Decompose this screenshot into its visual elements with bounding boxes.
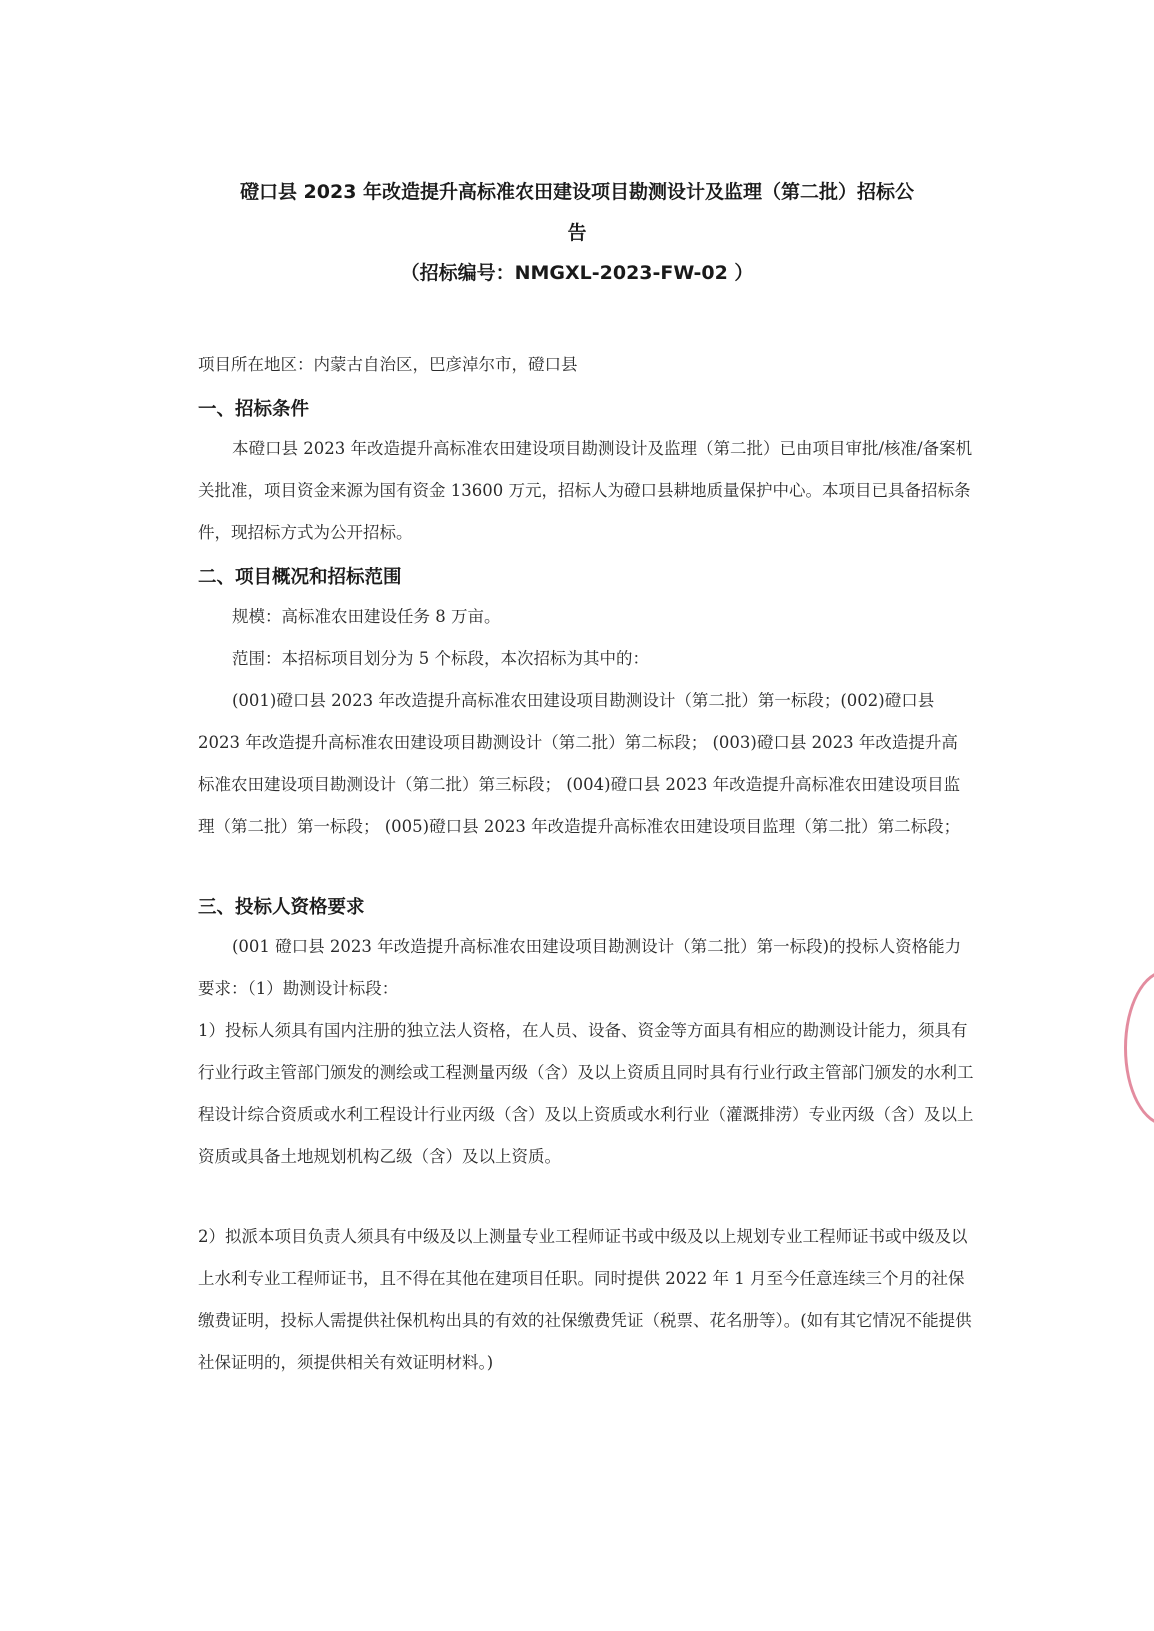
qualification-intro: (001 磴口县 2023 年改造提升高标准农田建设项目勘测设计（第二批）第一标段)的投标人资格能力要求：（1）勘测设计标段： [198,937,962,998]
section-heading-bidder-qualifications: 三、投标人资格要求 [198,897,365,918]
project-scope: 范围：本招标项目划分为 5 个标段，本次招标为其中的： [232,649,649,668]
lot-list-paragraph: (001)磴口县 2023 年改造提升高标准农田建设项目勘测设计（第二批）第一标段；(002)磴口县 2023 年改造提升高标准农田建设项目勘测设计（第二批）第二标段； (003)磴口县 2023 年改造提升高标准农田建设项目勘测设计（第二批）第三标段； (004)磴口县 2023 年改造提升高标准农田建设项目监理（第二批）第一标段； (005)磴口县 2023 年改造提升高标准农田建设项目监理（第二批）第二标段； [198,691,961,836]
project-scale: 规模：高标准农田建设任务 8 万亩。 [232,607,501,626]
tender-number: （招标编号：NMGXL-2023-FW-02 ） [400,262,754,284]
official-seal-edge [1124,970,1154,1126]
document-title-continuation: 告 [567,222,587,244]
section-heading-project-overview: 二、项目概况和招标范围 [198,567,402,588]
section-heading-tender-conditions: 一、招标条件 [198,399,310,420]
qualification-item-2: 2）拟派本项目负责人须具有中级及以上测量专业工程师证书或中级及以上规划专业工程师证书或中级及以上水利专业工程师证书，且不得在其他在建项目任职。同时提供 2022 年 1 月至今任意连续三个月的社保缴费证明，投标人需提供社保机构出具的有效的社保缴费凭证（税票、花名册等）。(如有其它情况不能提供社保证明的，须提供相关有效证明材料。) [198,1227,972,1372]
tender-conditions-paragraph: 本磴口县 2023 年改造提升高标准农田建设项目勘测设计及监理（第二批）已由项目审批/核准/备案机关批准，项目资金来源为国有资金 13600 万元，招标人为磴口县耕地质量保护中心。本项目已具备招标条件，现招标方式为公开招标。 [198,439,973,542]
project-location: 项目所在地区：内蒙古自治区，巴彦淖尔市，磴口县 [198,355,578,374]
qualification-item-1: 1）投标人须具有国内注册的独立法人资格，在人员、设备、资金等方面具有相应的勘测设计能力，须具有行业行政主管部门颁发的测绘或工程测量丙级（含）及以上资质且同时具有行业行政主管部门颁发的水利工程设计综合资质或水利工程设计行业丙级（含）及以上资质或水利行业（灌溉排涝）专业丙级（含）及以上资质或具备土地规划机构乙级（含）及以上资质。 [198,1021,974,1166]
document-title: 磴口县 2023 年改造提升高标准农田建设项目勘测设计及监理（第二批）招标公 [239,181,915,203]
